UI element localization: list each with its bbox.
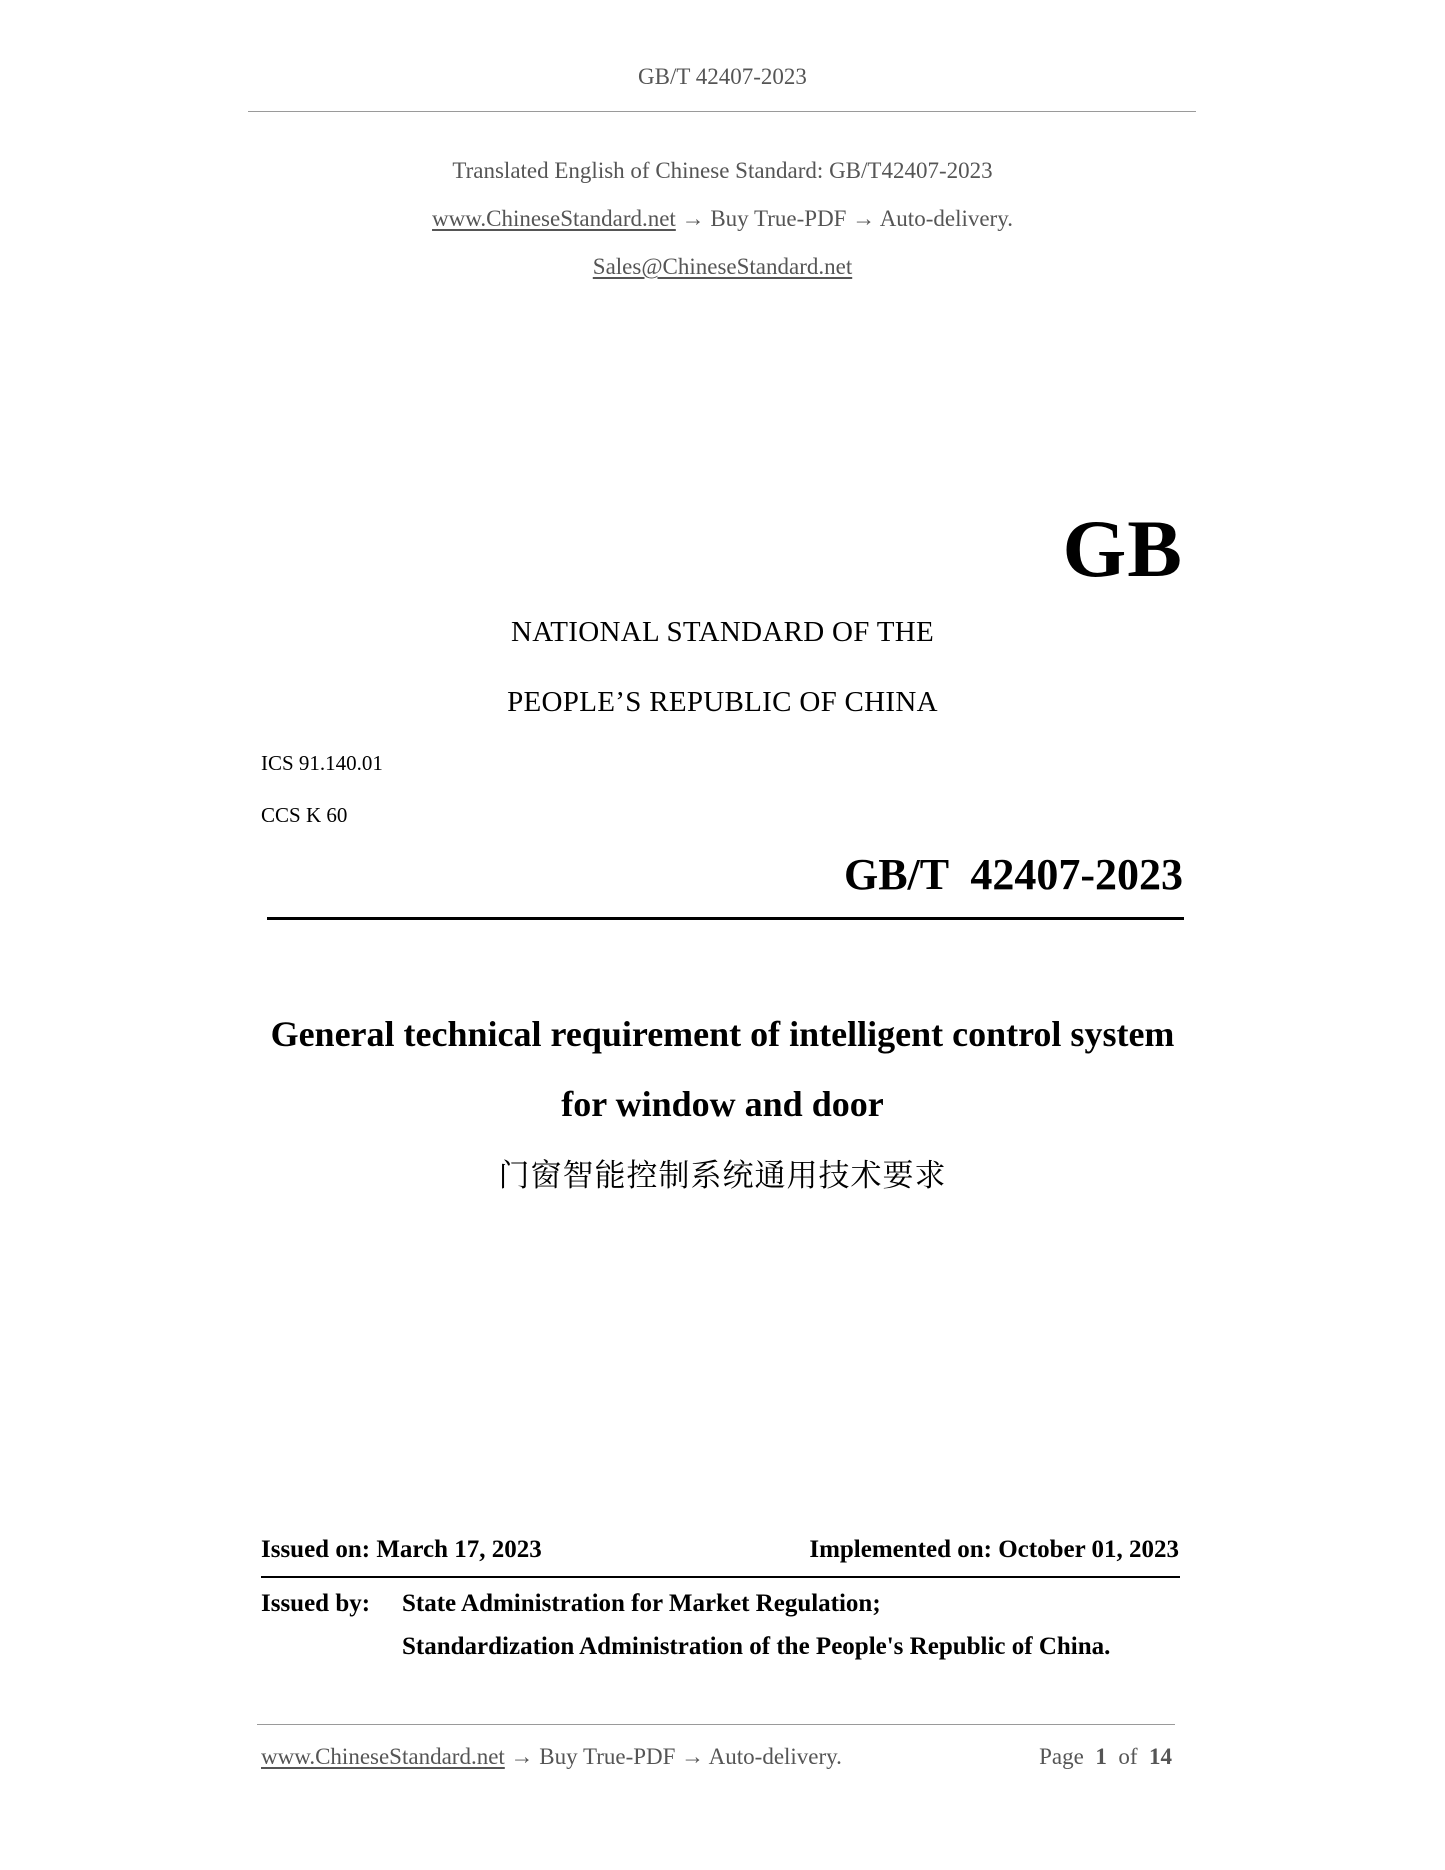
gb-logo: GB xyxy=(1062,503,1183,594)
page-current: 1 xyxy=(1095,1744,1107,1769)
footer-divider xyxy=(257,1724,1175,1725)
ics-code: ICS 91.140.01 xyxy=(261,751,383,775)
page-indicator xyxy=(1039,1744,1172,1770)
implemented-on-date: Implemented on: October 01, 2023 xyxy=(809,1536,1179,1563)
standard-number-rule xyxy=(267,917,1184,920)
page-label: Page xyxy=(1039,1744,1084,1769)
issued-on-date: Issued on: March 17, 2023 xyxy=(261,1536,542,1563)
page-of-label: of xyxy=(1118,1744,1138,1769)
email-link[interactable]: Sales@ChineseStandard.net xyxy=(592,254,853,279)
issued-by-label: Issued by: xyxy=(261,1590,371,1617)
standard-number: GB/T 42407-2023 xyxy=(843,850,1183,899)
issue-divider xyxy=(261,1576,1180,1578)
header-divider xyxy=(248,111,1196,112)
ccs-code: CCS K 60 xyxy=(261,803,348,827)
promo-text: → Buy True-PDF → Auto-delivery. xyxy=(675,206,1013,231)
running-header: GB/T 42407-2023 xyxy=(638,64,807,89)
title-english-line1: General technical requirement of intelligent control system xyxy=(270,1014,1175,1054)
issuer-line1: State Administration for Market Regulation; xyxy=(402,1590,881,1617)
translation-notice: Translated English of Chinese Standard: GB/T42407-2023 xyxy=(452,158,993,183)
footer-promo xyxy=(261,1744,842,1770)
issuer-line2: Standardization Administration of the People's Republic of China. xyxy=(402,1633,1111,1660)
website-link[interactable]: www.ChineseStandard.net xyxy=(432,206,676,231)
title-english-line2: for window and door xyxy=(561,1084,884,1124)
email-line xyxy=(0,254,1445,280)
national-standard-line2: PEOPLE’S REPUBLIC OF CHINA xyxy=(507,686,938,718)
title-chinese: 门窗智能控制系统通用技术要求 xyxy=(498,1158,947,1194)
footer-promo-text: → Buy True-PDF → Auto-delivery. xyxy=(504,1744,842,1769)
national-standard-line1: NATIONAL STANDARD OF THE xyxy=(511,616,934,648)
page-total: 14 xyxy=(1149,1744,1172,1769)
promo-line xyxy=(0,206,1445,232)
footer-website-link[interactable]: www.ChineseStandard.net xyxy=(261,1744,505,1769)
